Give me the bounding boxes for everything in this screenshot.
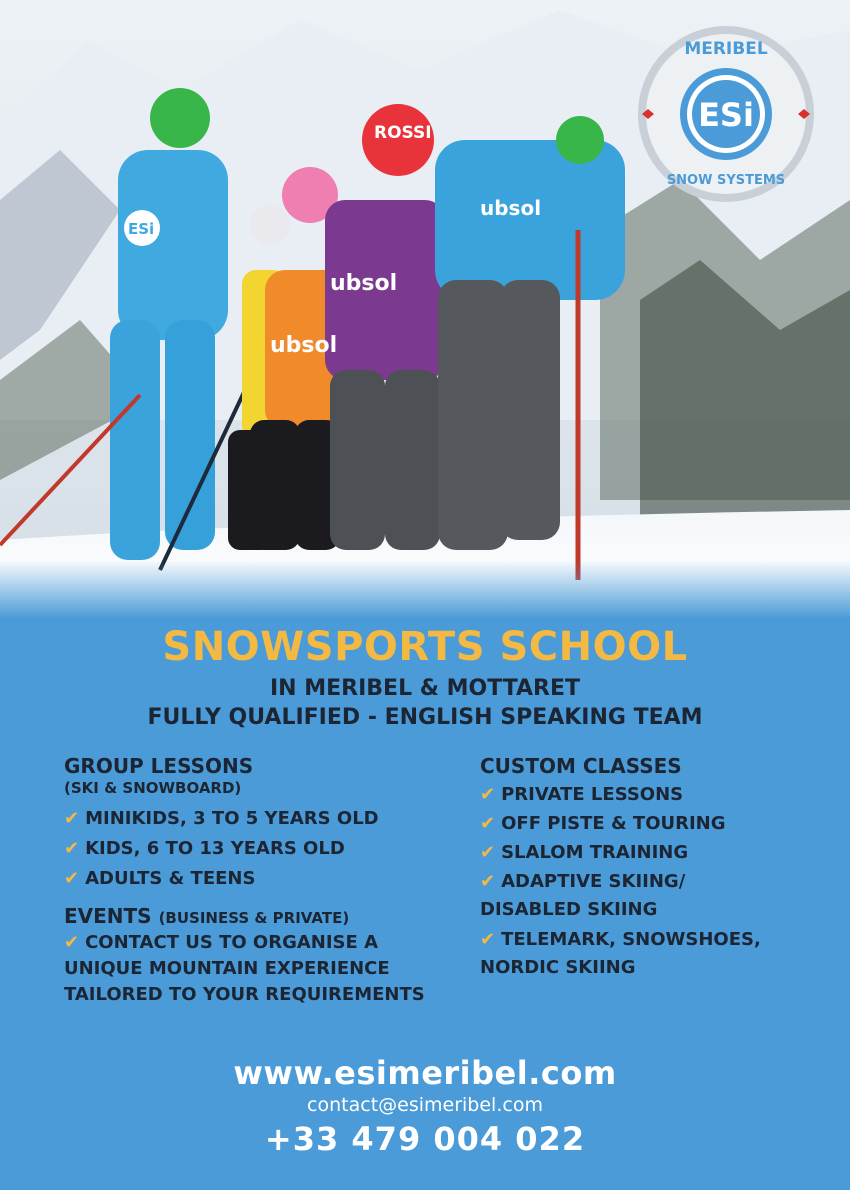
check-icon: ✔	[480, 871, 496, 892]
check-icon: ✔	[64, 838, 80, 859]
left-column	[64, 754, 474, 1008]
phone-number[interactable]: +33 479 004 022	[264, 1120, 586, 1158]
list-item: ✔ MINIKIDS, 3 TO 5 YEARS OLD	[64, 808, 379, 829]
check-icon: ✔	[480, 813, 496, 834]
logo-bottom-text: SNOW SYSTEMS	[666, 173, 786, 188]
bib-brand-text-blue: ubsol	[480, 196, 542, 220]
check-icon: ✔	[64, 868, 80, 889]
check-icon: ✔	[64, 932, 80, 953]
list-item: ✔ TELEMARK, SNOWSHOES, NORDIC SKIING	[480, 929, 761, 978]
check-icon: ✔	[480, 842, 496, 863]
bib-brand-text: ubsol	[330, 271, 398, 296]
list-item: ✔ OFF PISTE & TOURING	[480, 813, 726, 834]
list-item: ✔ ADAPTIVE SKIING/ DISABLED SKIING	[480, 871, 686, 920]
helmet-brand-text: ROSSI	[374, 123, 432, 143]
check-icon: ✔	[64, 808, 80, 829]
subline-team: FULLY QUALIFIED - ENGLISH SPEAKING TEAM	[147, 705, 703, 730]
list-item: ✔ SLALOM TRAINING	[480, 842, 689, 863]
events-title-suffix: (BUSINESS & PRIVATE)	[158, 909, 350, 927]
headline: SNOWSPORTS SCHOOL	[162, 624, 688, 670]
check-icon: ✔	[480, 784, 496, 805]
list-item: ✔ KIDS, 6 TO 13 YEARS OLD	[64, 838, 345, 859]
list-item: ✔ ADULTS & TEENS	[64, 868, 256, 889]
custom-classes-title: CUSTOM CLASSES	[480, 754, 682, 778]
logo-top-text: MERIBEL	[684, 39, 768, 59]
subline-location: IN MERIBEL & MOTTARET	[269, 676, 581, 701]
email-link[interactable]: contact@esimeribel.com	[307, 1094, 543, 1116]
right-column	[480, 754, 820, 984]
website-link[interactable]: www.esimeribel.com	[233, 1054, 617, 1092]
list-item: ✔ PRIVATE LESSONS	[480, 784, 684, 805]
bib-brand-text-orange: ubsol	[270, 333, 338, 358]
check-icon: ✔	[480, 929, 496, 950]
jacket-logo-text: ESi	[128, 220, 155, 238]
group-lessons-title: GROUP LESSONS	[64, 754, 254, 778]
logo-mark: ESi	[698, 96, 754, 134]
group-lessons-subtitle: (SKI & SNOWBOARD)	[64, 779, 242, 797]
events-description: ✔ CONTACT US TO ORGANISE A UNIQUE MOUNTAIN EXPERIENCE TAILORED TO YOUR REQUIREMENTS	[64, 932, 425, 1005]
esi-meribel-logo	[636, 24, 816, 204]
events-title: EVENTS (BUSINESS & PRIVATE)	[64, 904, 350, 928]
